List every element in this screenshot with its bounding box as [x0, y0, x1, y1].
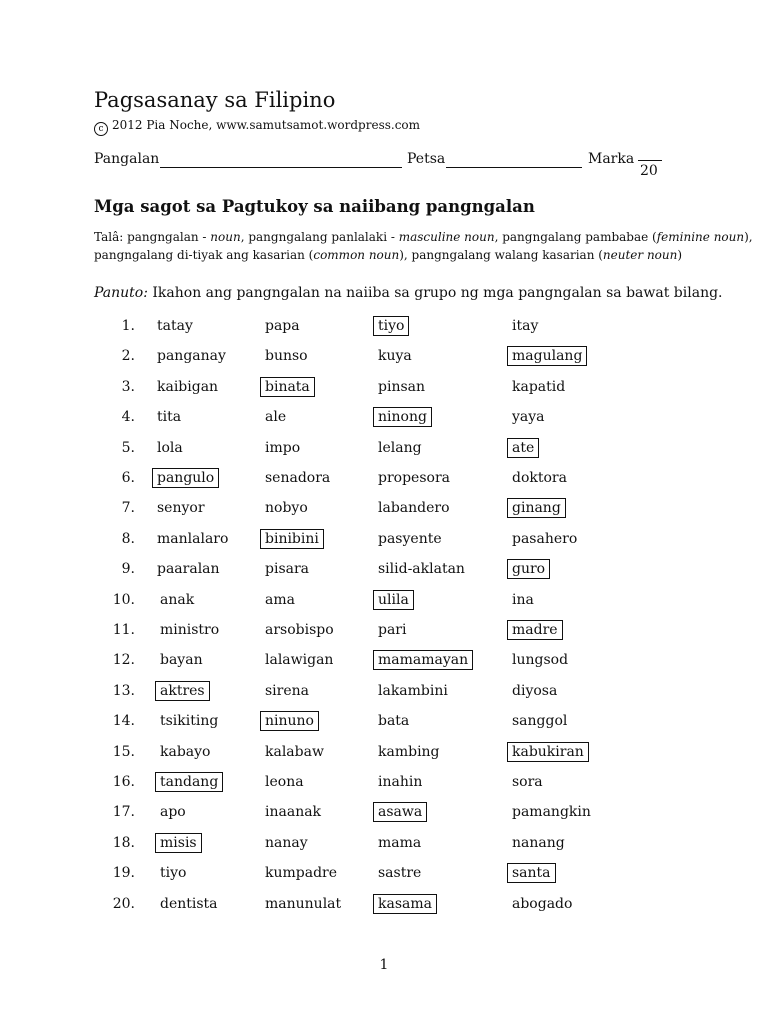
boxed-answer-word: ulila — [373, 590, 414, 610]
item-word: pasyente — [378, 530, 442, 547]
item-number: 19. — [112, 865, 135, 882]
item-word: pasahero — [512, 530, 578, 547]
item-number: 6. — [121, 470, 135, 486]
item-word: apo — [160, 804, 186, 821]
item-word: dentista — [160, 895, 218, 912]
item-word: doktora — [512, 470, 567, 486]
boxed-answer-word: asawa — [373, 802, 427, 822]
boxed-answer-word: mamamayan — [373, 650, 473, 670]
item-word: sora — [512, 774, 543, 790]
item-word: propesora — [378, 470, 450, 486]
item-word: kumpadre — [265, 865, 338, 882]
boxed-answer-word: binata — [260, 377, 315, 397]
item-word: pamangkin — [512, 804, 591, 821]
item-number: 5. — [121, 439, 135, 456]
item-word: anak — [160, 591, 195, 608]
item-number: 7. — [121, 500, 135, 517]
item-word: nanay — [265, 834, 308, 851]
item-word: kapatid — [512, 378, 566, 395]
item-word: impo — [265, 439, 301, 456]
note-line-1 — [94, 230, 753, 244]
item-number: 17. — [112, 804, 135, 821]
note-term: neuter noun — [602, 248, 678, 262]
item-word: nanang — [512, 834, 565, 851]
item-word: pisara — [265, 561, 310, 578]
item-word: yaya — [512, 409, 545, 426]
item-word: papa — [265, 318, 300, 334]
note-term: common noun — [313, 248, 400, 262]
item-word: sanggol — [512, 713, 568, 730]
item-word: tita — [157, 409, 182, 426]
item-word: leona — [265, 774, 304, 790]
instructions-label: Panuto: — [94, 285, 148, 301]
item-word: ministro — [160, 622, 220, 638]
note-text: , pangngalang pambabae ( — [494, 230, 657, 244]
note-term: feminine noun — [656, 230, 745, 244]
item-word: labandero — [378, 500, 450, 517]
item-word: inahin — [378, 774, 423, 790]
item-word: lungsod — [512, 652, 569, 669]
note-text: ) — [677, 248, 683, 262]
item-number: 14. — [112, 713, 135, 730]
boxed-answer-word: ninuno — [260, 711, 319, 731]
item-number: 13. — [112, 682, 135, 699]
note-text: ), — [744, 230, 753, 244]
item-word: pari — [378, 622, 407, 638]
item-word: manlalaro — [157, 530, 229, 547]
item-word: bata — [378, 713, 410, 730]
boxed-answer-word: aktres — [155, 681, 210, 701]
note-text: , pangngalang panlalaki - — [240, 230, 399, 244]
item-number: 1. — [121, 318, 135, 334]
boxed-answer-word: ate — [507, 438, 539, 458]
item-word: mama — [378, 834, 422, 851]
item-word: lelang — [378, 439, 422, 456]
boxed-answer-word: guro — [507, 559, 550, 579]
date-label: Petsa — [407, 151, 446, 167]
item-number: 16. — [112, 774, 135, 790]
note-text: pangngalang di-tiyak ang kasarian ( — [94, 248, 314, 262]
item-word: kaibigan — [157, 378, 219, 395]
item-word: bayan — [160, 652, 203, 669]
note-term: noun — [210, 230, 241, 244]
item-word: panganay — [157, 348, 226, 365]
item-number: 15. — [112, 743, 135, 760]
boxed-answer-word: pangulo — [152, 468, 219, 488]
item-number: 18. — [112, 834, 135, 851]
boxed-answer-word: tandang — [155, 772, 223, 792]
item-number: 10. — [112, 591, 135, 608]
item-number: 12. — [112, 652, 135, 669]
item-word: ama — [265, 591, 295, 608]
name-label: Pangalan — [94, 151, 160, 167]
item-word: paaralan — [157, 561, 220, 578]
copyright-text: 2012 Pia Noche, www.samutsamot.wordpress.com — [112, 118, 421, 132]
score-field-line[interactable] — [638, 160, 662, 161]
item-word: abogado — [512, 895, 573, 912]
item-word: arsobispo — [265, 622, 334, 638]
item-word: lola — [157, 439, 183, 456]
item-word: manunulat — [265, 895, 342, 912]
copyright-line — [94, 118, 420, 136]
score-label: Marka — [588, 151, 635, 167]
item-word: tsikiting — [160, 713, 219, 730]
item-word: kuya — [378, 348, 412, 365]
item-word: tiyo — [160, 865, 187, 882]
boxed-answer-word: kasama — [373, 894, 437, 914]
instructions-text: Ikahon ang pangngalan na naiiba sa grupo ng mga pangngalan sa bawat bilang. — [147, 285, 723, 301]
instructions — [94, 285, 723, 301]
item-word: sirena — [265, 682, 310, 699]
date-field-line[interactable] — [446, 167, 582, 168]
item-word: pinsan — [378, 378, 426, 395]
section-heading: Mga sagot sa Pagtukoy sa naiibang pangngalan — [94, 197, 535, 216]
page-title: Pagsasanay sa Filipino — [94, 88, 336, 112]
copyright-icon: c — [94, 122, 108, 136]
item-word: nobyo — [265, 500, 308, 517]
note-text: Talâ: pangngalan - — [94, 230, 211, 244]
note-line-2 — [94, 248, 682, 262]
boxed-answer-word: magulang — [507, 346, 587, 366]
item-number: 8. — [121, 530, 135, 547]
item-word: kambing — [378, 743, 440, 760]
item-number: 11. — [112, 622, 135, 638]
item-number: 4. — [121, 409, 135, 426]
item-word: itay — [512, 318, 539, 334]
item-number: 20. — [112, 895, 135, 912]
boxed-answer-word: ginang — [507, 498, 566, 518]
item-word: ale — [265, 409, 287, 426]
item-word: tatay — [157, 318, 193, 334]
boxed-answer-word: tiyo — [373, 316, 409, 336]
item-word: kalabaw — [265, 743, 324, 760]
note-term: masculine noun — [398, 230, 495, 244]
item-word: bunso — [265, 348, 308, 365]
item-number: 9. — [121, 561, 135, 578]
boxed-answer-word: madre — [507, 620, 563, 640]
item-word: inaanak — [265, 804, 322, 821]
item-word: kabayo — [160, 743, 211, 760]
name-field-line[interactable] — [160, 167, 402, 168]
item-word: ina — [512, 591, 534, 608]
item-word: senyor — [157, 500, 205, 517]
boxed-answer-word: santa — [507, 863, 556, 883]
item-word: lalawigan — [265, 652, 334, 669]
boxed-answer-word: ninong — [373, 407, 432, 427]
item-word: diyosa — [512, 682, 558, 699]
item-word: silid-aklatan — [378, 561, 465, 578]
item-word: sastre — [378, 865, 422, 882]
item-word: lakambini — [378, 682, 448, 699]
boxed-answer-word: kabukiran — [507, 742, 589, 762]
boxed-answer-word: binibini — [260, 529, 324, 549]
item-number: 2. — [121, 348, 135, 365]
boxed-answer-word: misis — [155, 833, 202, 853]
page-number: 1 — [379, 957, 389, 973]
item-word: senadora — [265, 470, 331, 486]
item-number: 3. — [121, 378, 135, 395]
note-text: ), pangngalang walang kasarian ( — [399, 248, 603, 262]
score-total: 20 — [640, 163, 658, 179]
